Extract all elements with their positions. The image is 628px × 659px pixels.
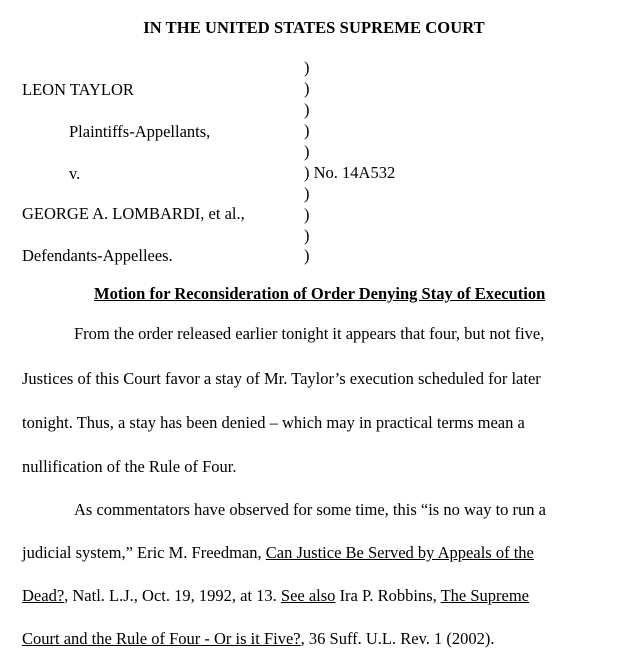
paragraph-2-line-1: As commentators have observed for some time, this “is no way to run a bbox=[74, 500, 546, 519]
motion-title: Motion for Reconsideration of Order Denying Stay of Execution bbox=[94, 284, 546, 303]
case-number: ) No. 14A532 bbox=[304, 163, 396, 182]
defendant-role: Defendants-Appellees. bbox=[22, 246, 173, 265]
citation-title-robbins-end: Court and the Rule of Four - Or is it Five? bbox=[22, 629, 301, 648]
caption-paren: ) bbox=[304, 226, 310, 245]
paragraph-1-line-1: From the order released earlier tonight it appears that four, but not five, bbox=[74, 324, 545, 343]
caption-paren: ) bbox=[304, 121, 310, 140]
caption-paren: ) bbox=[304, 58, 310, 77]
citation-title-freedman: Can Justice Be Served by Appeals of the bbox=[265, 543, 534, 562]
citation-author-robbins: Ira P. Robbins, bbox=[335, 586, 441, 605]
paragraph-1-line-2: Justices of this Court favor a stay of Mr. Taylor’s execution scheduled for later bbox=[22, 369, 541, 388]
paragraph-1-line-3: tonight. Thus, a stay has been denied – which may in practical terms mean a bbox=[22, 413, 525, 432]
paragraph-2-line-3 bbox=[22, 586, 529, 606]
caption-paren: ) bbox=[304, 142, 310, 161]
defendant-name: GEORGE A. LOMBARDI, et al., bbox=[22, 204, 245, 223]
plaintiff-name: LEON TAYLOR bbox=[22, 80, 134, 99]
paragraph-2-line-2 bbox=[22, 543, 534, 563]
citation-title-robbins: The Supreme bbox=[440, 586, 529, 605]
citation-source: , Natl. L.J., Oct. 19, 1992, at 13. bbox=[64, 586, 281, 605]
citation-title-freedman-end: Dead? bbox=[22, 586, 65, 605]
caption-paren: ) bbox=[304, 184, 310, 203]
paragraph-2-line-4 bbox=[22, 629, 495, 649]
versus-label: v. bbox=[69, 164, 81, 183]
caption-paren: ) bbox=[304, 205, 310, 224]
citation-signal: See also bbox=[280, 586, 336, 605]
citation-intro: judicial system,” Eric M. Freedman, bbox=[22, 543, 266, 562]
citation-reporter: , 36 Suff. U.L. Rev. 1 (2002). bbox=[300, 629, 495, 648]
paragraph-1-line-4: nullification of the Rule of Four. bbox=[22, 457, 237, 476]
caption-paren: ) bbox=[304, 246, 310, 265]
case-caption bbox=[0, 58, 628, 268]
plaintiff-role: Plaintiffs-Appellants, bbox=[69, 122, 211, 141]
caption-paren: ) bbox=[304, 79, 310, 98]
caption-paren: ) bbox=[304, 100, 310, 119]
court-heading: IN THE UNITED STATES SUPREME COURT bbox=[143, 18, 485, 37]
